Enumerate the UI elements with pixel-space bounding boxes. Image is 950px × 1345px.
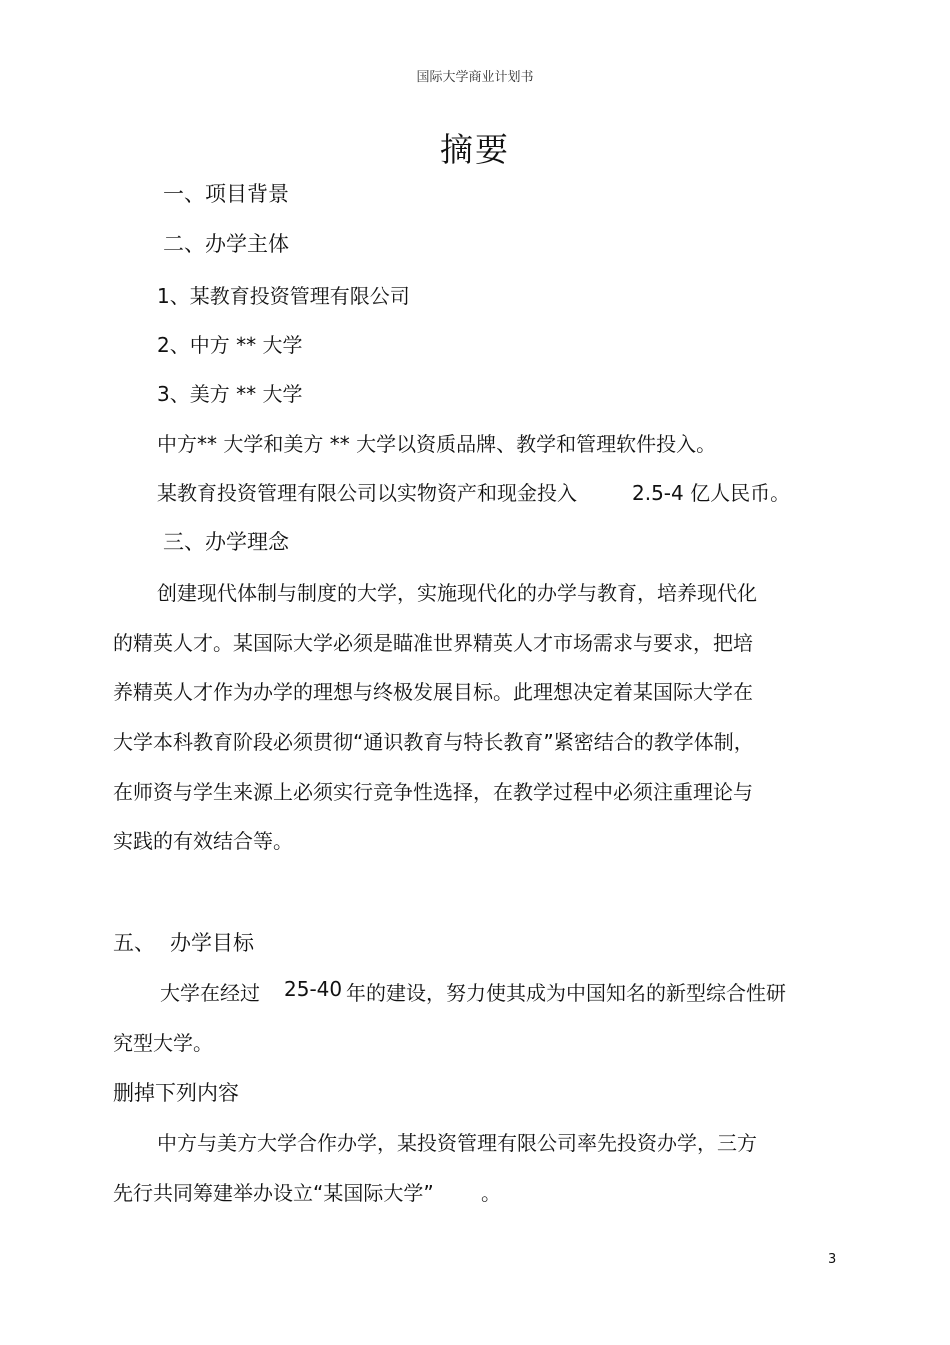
section-heading-2: 二、办学主体 xyxy=(163,232,289,256)
section-heading-5-title: 办学目标 xyxy=(170,931,254,955)
philosophy-line: 在师资与学生来源上必须实行竞争性选择，在教学过程中必须注重理论与 xyxy=(113,780,753,804)
running-header: 国际大学商业计划书 xyxy=(416,70,534,85)
deleted-text-line2b: 。 xyxy=(481,1181,501,1205)
philosophy-line: 大学本科教育阶段必须贯彻“通识教育与特长教育”紧密结合的教学体制， xyxy=(113,730,754,754)
goal-text-b: 25-40 xyxy=(284,977,343,1001)
goal-text-c: 年的建设，努力使其成为中国知名的新型综合性研 xyxy=(346,981,786,1005)
goal-text-line2: 究型大学。 xyxy=(113,1031,213,1055)
philosophy-line: 的精英人才。某国际大学必须是瞄准世界精英人才市场需求与要求，把培 xyxy=(113,631,753,655)
philosophy-line: 实践的有效结合等。 xyxy=(113,829,293,853)
investment-paragraph-2a: 某教育投资管理有限公司以实物资产和现金投入 xyxy=(157,481,577,505)
page-number: 3 xyxy=(828,1252,837,1267)
deleted-text-line1: 中方与美方大学合作办学，某投资管理有限公司率先投资办学，三方 xyxy=(157,1131,757,1155)
section-heading-3: 三、办学理念 xyxy=(163,530,289,554)
investment-paragraph-1: 中方** 大学和美方 ** 大学以资质品牌、教学和管理软件投入。 xyxy=(157,432,717,456)
entity-item: 3、美方 ** 大学 xyxy=(157,382,303,406)
philosophy-line: 养精英人才作为办学的理想与终极发展目标。此理想决定着某国际大学在 xyxy=(113,680,753,704)
section-heading-1: 一、项目背景 xyxy=(163,182,289,206)
goal-text-a: 大学在经过 xyxy=(160,981,260,1005)
investment-paragraph-2b: 2.5-4 亿人民币。 xyxy=(632,481,791,505)
entity-item: 1、某教育投资管理有限公司 xyxy=(157,284,410,308)
philosophy-line: 创建现代体制与制度的大学，实施现代化的办学与教育，培养现代化 xyxy=(157,581,757,605)
page-title: 摘要 xyxy=(440,130,510,169)
entity-item: 2、中方 ** 大学 xyxy=(157,333,303,357)
deleted-text-line2a: 先行共同筹建举办设立“某国际大学” xyxy=(113,1181,434,1205)
section-heading-5-number: 五、 xyxy=(113,931,155,955)
delete-heading: 删掉下列内容 xyxy=(113,1081,239,1105)
